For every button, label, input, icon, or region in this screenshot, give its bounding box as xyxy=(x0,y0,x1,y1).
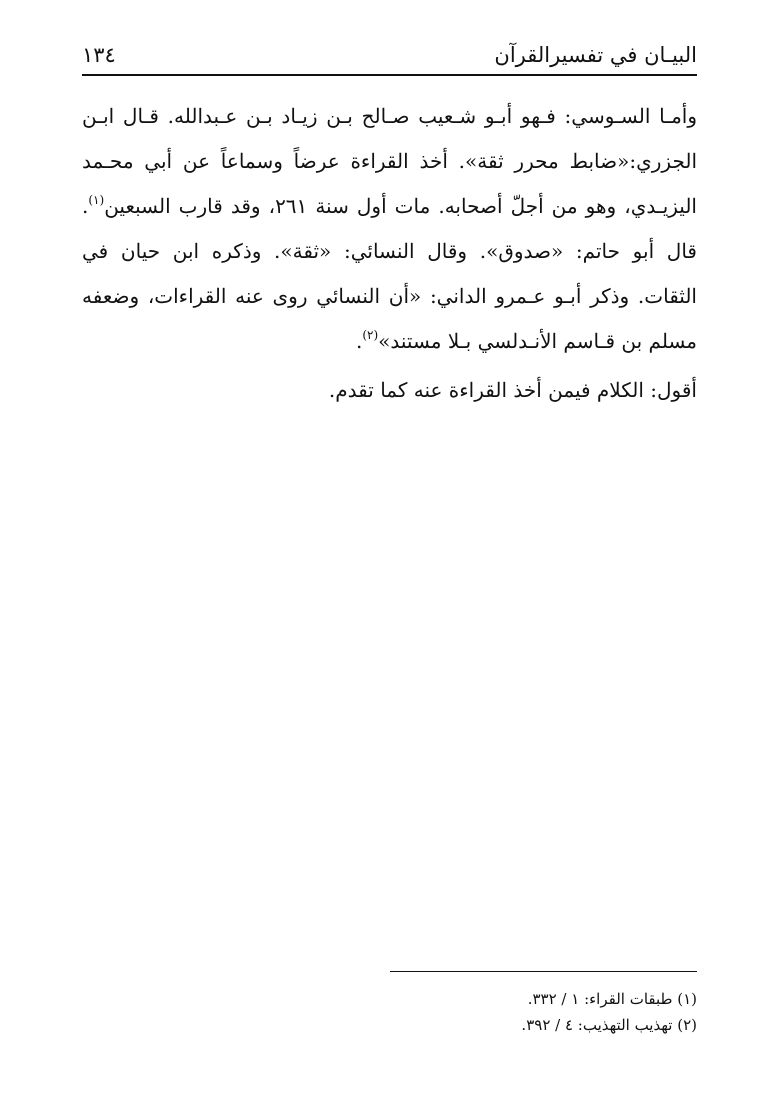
text-segment: . xyxy=(355,329,363,353)
main-text xyxy=(82,94,697,413)
page-header xyxy=(82,40,697,70)
header-rule xyxy=(82,74,697,76)
footnote: (٢) تهذيب التهذيب: ٤ / ٣٩٢. xyxy=(521,1016,697,1034)
running-title: البيـان في تفسيرالقرآن xyxy=(494,43,697,67)
paragraph: أقول: الكلام فيمن أخذ القراءة عنه كما تقدم. xyxy=(328,378,697,402)
footnote-rule xyxy=(390,971,697,972)
footnotes xyxy=(390,986,697,1038)
footnote-ref: (١) xyxy=(88,193,105,207)
text-segment: وأمـا السـوسي: فـهو أبـو شـعيب صـالح بـن زيـاد بـن عـبدالله. قـال ابـن الجزري:«ضابط محرر ثقة». أخذ القراءة عرضاً وسماعاً عن أبي محـمد اليزيـدي، وهو من أجلّ أصحابه. مات أول سنة ٢٦١، وقد قارب السبعين xyxy=(82,104,697,218)
footnote-ref: (٢) xyxy=(362,328,379,342)
text-segment: . قال أبو حاتم: «صدوق». وقال النسائي: «ثقة». وذكره ابن حيان في الثقات. وذكر أبـو عـمرو الداني: «أن النسائي روى عنه القراءات، وضعفه مسلم بن قـاسم الأنـدلسي بـلا مستند» xyxy=(82,194,697,353)
page-number: ١٣٤ xyxy=(82,43,116,67)
footnote: (١) طبقات القراء: ١ / ٣٣٢. xyxy=(527,990,697,1008)
paragraph xyxy=(82,94,697,364)
